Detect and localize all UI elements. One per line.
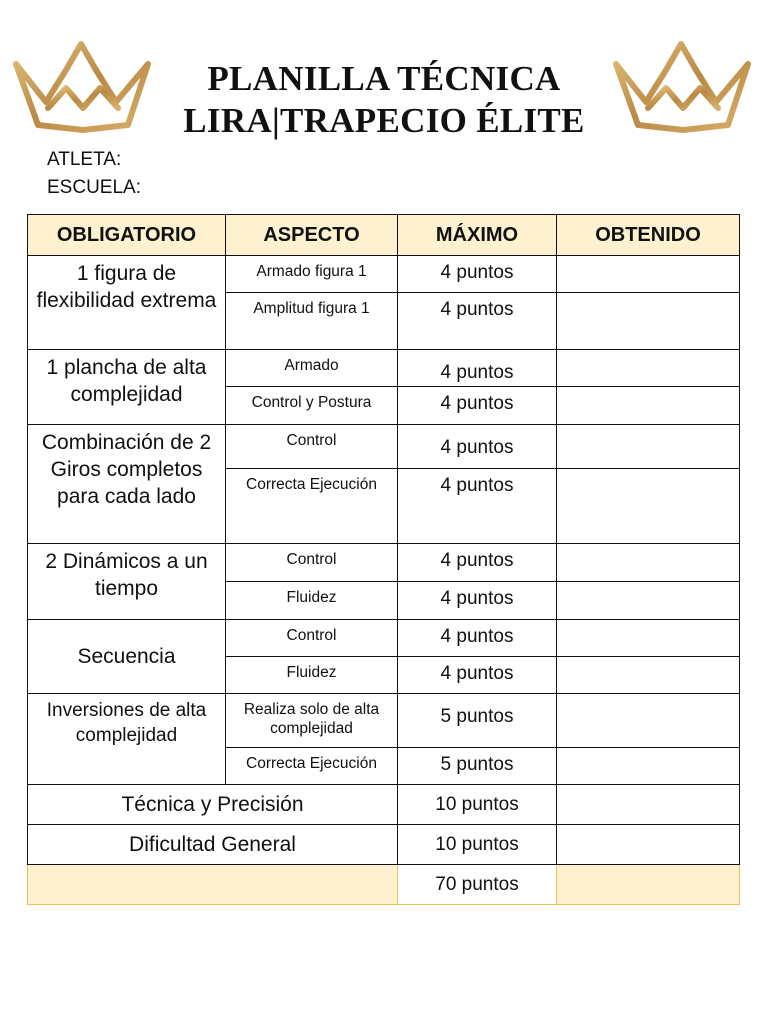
- maximo-cell: 4 puntos: [398, 469, 557, 544]
- maximo-cell: 4 puntos: [398, 544, 557, 582]
- obligatorio-cell: Inversiones de alta complejidad: [28, 694, 226, 785]
- obtenido-input[interactable]: [557, 387, 740, 425]
- general-label-cell: Dificultad General: [28, 825, 398, 865]
- maximo-cell: 4 puntos: [398, 425, 557, 469]
- aspecto-cell: Control y Postura: [226, 387, 398, 425]
- title-line-2: LIRA|TRAPECIO ÉLITE: [183, 101, 585, 140]
- obtenido-input[interactable]: [557, 748, 740, 785]
- header-aspecto: ASPECTO: [226, 215, 398, 256]
- obligatorio-cell: 1 figura de flexibilidad extrema: [28, 256, 226, 350]
- maximo-cell: 4 puntos: [398, 256, 557, 293]
- total-row: [28, 865, 740, 905]
- athlete-label: ATLETA:: [47, 149, 122, 170]
- obtenido-input[interactable]: [557, 785, 740, 825]
- table-row: [28, 785, 740, 825]
- obtenido-input[interactable]: [557, 350, 740, 387]
- score-table: [27, 214, 740, 905]
- maximo-cell: 4 puntos: [398, 387, 557, 425]
- aspecto-cell: Control: [226, 425, 398, 469]
- obtenido-input[interactable]: [557, 657, 740, 694]
- table-row: [28, 256, 740, 293]
- obtenido-input[interactable]: [557, 293, 740, 350]
- total-obtenido-input[interactable]: [557, 865, 740, 905]
- aspecto-cell: Control: [226, 544, 398, 582]
- school-label: ESCUELA:: [47, 177, 141, 198]
- obtenido-input[interactable]: [557, 425, 740, 469]
- maximo-cell: 4 puntos: [398, 620, 557, 657]
- obtenido-input[interactable]: [557, 620, 740, 657]
- table-row: [28, 825, 740, 865]
- obligatorio-cell: Combinación de 2 Giros completos para cada lado: [28, 425, 226, 544]
- title-line-1: PLANILLA TÉCNICA: [207, 59, 561, 98]
- obtenido-input[interactable]: [557, 694, 740, 748]
- header-maximo: MÁXIMO: [398, 215, 557, 256]
- obligatorio-cell: 2 Dinámicos a un tiempo: [28, 544, 226, 620]
- aspecto-cell: Correcta Ejecución: [226, 469, 398, 544]
- crown-logo-icon: [8, 30, 158, 140]
- header-obligatorio: OBLIGATORIO: [28, 215, 226, 256]
- table-row: [28, 425, 740, 469]
- table-header-row: [28, 215, 740, 256]
- maximo-cell: 4 puntos: [398, 657, 557, 694]
- crown-logo-icon: [608, 30, 758, 140]
- total-maximo-cell: 70 puntos: [398, 865, 557, 905]
- obtenido-input[interactable]: [557, 256, 740, 293]
- obligatorio-cell: Secuencia: [28, 620, 226, 694]
- maximo-cell: 4 puntos: [398, 293, 557, 350]
- maximo-cell: 10 puntos: [398, 785, 557, 825]
- maximo-cell: 5 puntos: [398, 694, 557, 748]
- table-row: [28, 544, 740, 582]
- table-row: [28, 694, 740, 748]
- aspecto-cell: Control: [226, 620, 398, 657]
- obligatorio-cell: 1 plancha de alta complejidad: [28, 350, 226, 425]
- aspecto-cell: Realiza solo de alta complejidad: [226, 694, 398, 748]
- maximo-cell: 4 puntos: [398, 582, 557, 620]
- obtenido-input[interactable]: [557, 582, 740, 620]
- page-title: [150, 58, 618, 142]
- aspecto-cell: Amplitud figura 1: [226, 293, 398, 350]
- obtenido-input[interactable]: [557, 544, 740, 582]
- aspecto-cell: Correcta Ejecución: [226, 748, 398, 785]
- total-label-cell: [28, 865, 398, 905]
- header-obtenido: OBTENIDO: [557, 215, 740, 256]
- aspecto-cell: Armado: [226, 350, 398, 387]
- obtenido-input[interactable]: [557, 469, 740, 544]
- aspecto-cell: Armado figura 1: [226, 256, 398, 293]
- maximo-cell: 10 puntos: [398, 825, 557, 865]
- obtenido-input[interactable]: [557, 825, 740, 865]
- maximo-cell: 5 puntos: [398, 748, 557, 785]
- table-row: [28, 620, 740, 657]
- general-label-cell: Técnica y Precisión: [28, 785, 398, 825]
- aspecto-cell: Fluidez: [226, 657, 398, 694]
- aspecto-cell: Fluidez: [226, 582, 398, 620]
- maximo-cell: 4 puntos: [398, 350, 557, 387]
- table-row: [28, 350, 740, 387]
